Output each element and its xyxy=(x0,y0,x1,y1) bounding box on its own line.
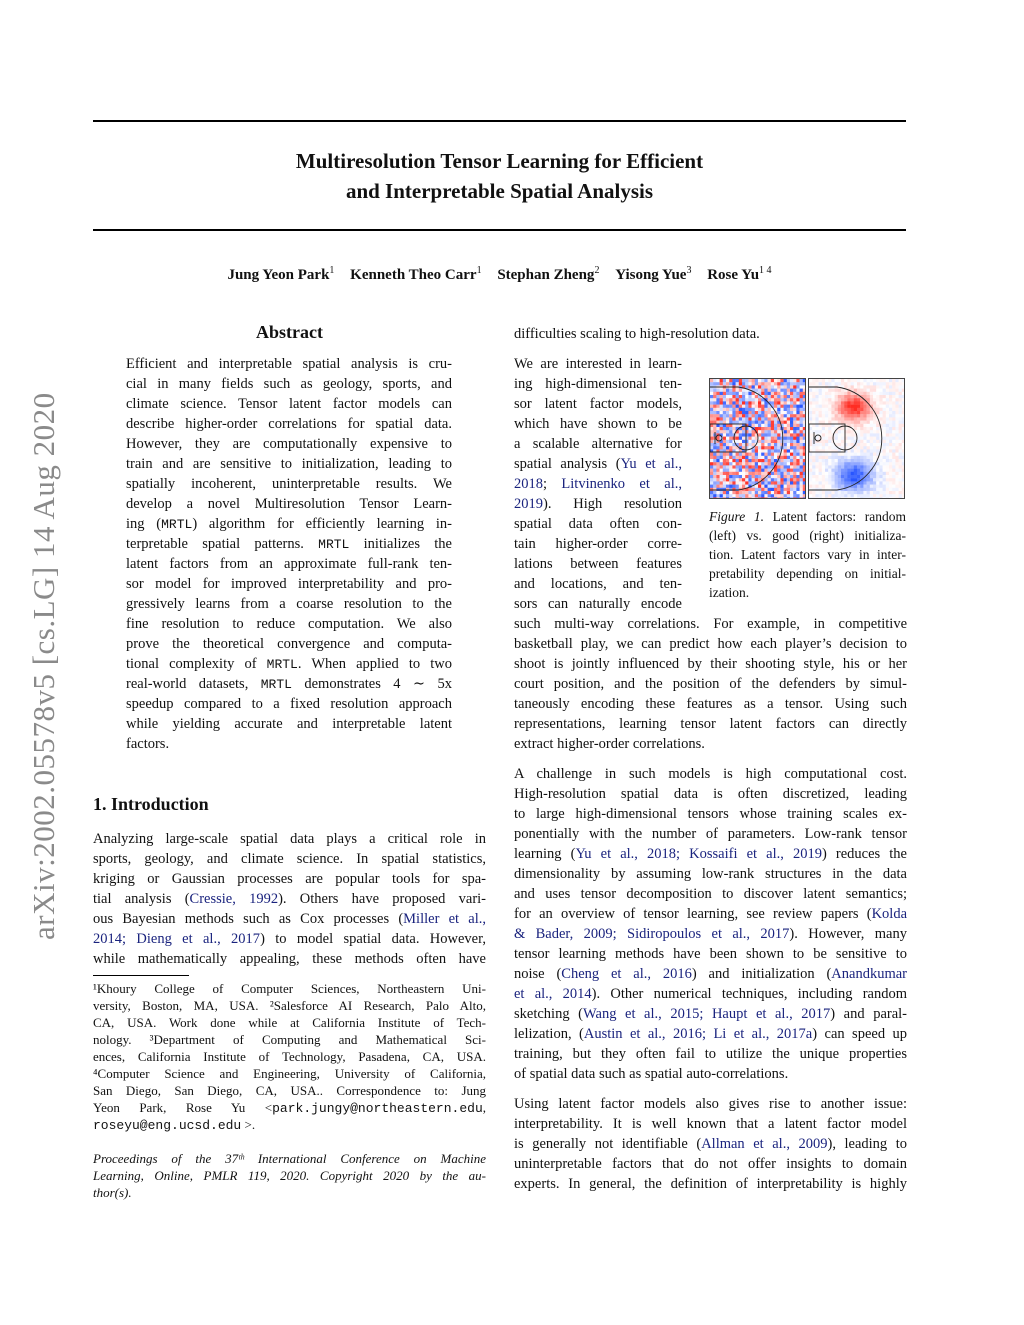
text-line: taneously encoding these features as a tensor. Using such xyxy=(514,696,907,712)
text-line: 2014; Dieng et al., 2017) to model spatial data. However, xyxy=(93,931,486,947)
figure-1-good-factors-image xyxy=(808,378,905,499)
text-line: sports, geology, and climate science. In spatial statistics, xyxy=(93,851,486,867)
footnote-rule xyxy=(93,975,189,976)
text-line: High-resolution spatial data is often discretized, leading xyxy=(514,786,907,802)
footnote-line: roseyu@eng.ucsd.edu >. xyxy=(93,1117,256,1133)
proceedings-note xyxy=(93,1150,486,1201)
text-line: interpretability. It is well known that a latent factor model xyxy=(514,1116,907,1132)
text-line: Analyzing large-scale spatial data plays a critical role in xyxy=(93,831,486,847)
text-line: noise (Cheng et al., 2016) and initialization (Anandkumar xyxy=(514,966,907,982)
caption-line: ization. xyxy=(709,585,750,600)
text-line: ing high-dimensional ten- xyxy=(514,376,682,392)
text-line: real-world datasets, MRTL demonstrates 4 ∼ 5x xyxy=(126,676,452,692)
text-line: sketching (Wang et al., 2015; Haupt et al., 2017) and paral- xyxy=(514,1006,907,1022)
text-line: tain higher-order corre- xyxy=(514,536,682,552)
citation-link[interactable]: Cressie, 1992 xyxy=(189,891,279,907)
text-line: learning (Yu et al., 2018; Kossaifi et al., 2019) reduces the xyxy=(514,846,907,862)
code-term: MRTL xyxy=(260,677,292,692)
random-heatmap-svg xyxy=(710,379,805,498)
citation-link[interactable]: Kolda xyxy=(871,906,907,922)
text-line: 2018; Litvinenko et al., xyxy=(514,476,682,492)
footnote-line: ⁴Computer Science and Engineering, University of California, xyxy=(93,1066,486,1081)
paper-title-line-1: Multiresolution Tensor Learning for Efficient xyxy=(295,149,704,173)
text-line: factors. xyxy=(126,736,170,752)
text-line: to large high-dimensional tensors whose training scales ex- xyxy=(514,806,907,822)
text-line: spatial analysis (Yu et al., xyxy=(514,456,682,472)
text-line: train and are sensitive to initialization, leading to xyxy=(126,456,452,472)
footnote-line: ¹Khoury College of Computer Sciences, Northeastern Uni- xyxy=(93,981,486,996)
citation-link[interactable]: Cheng et al., 2016 xyxy=(561,966,692,982)
caption-line: tion. Latent factors vary in inter- xyxy=(709,547,906,562)
text-line: tial analysis (Cressie, 1992). Others have proposed vari- xyxy=(93,891,486,907)
text-line: spatially incoherent, uninterpretable results. We xyxy=(126,476,452,492)
figure-1-caption xyxy=(709,507,906,602)
caption-line: Figure 1. Latent factors: random xyxy=(709,509,906,524)
author: Kenneth Theo Carr$^1$ xyxy=(350,265,482,283)
text-line: a scalable alternative for xyxy=(514,436,682,452)
text-line: speedup compared to a fixed resolution approach xyxy=(126,696,452,712)
text-line: and uses tensor decomposition to discover latent semantics; xyxy=(514,886,907,902)
author: Jung Yeon Park$^1$ xyxy=(227,265,335,283)
text-line: gressively learns from a coarse resolution to the xyxy=(126,596,452,612)
text-line: tensor learning methods have been shown to be sensitive to xyxy=(514,946,907,962)
citation-link[interactable]: Litvinenko et al., xyxy=(561,476,682,492)
text-line: dimensionality by assuming low-rank structures in the data xyxy=(514,866,907,882)
citation-link[interactable]: 2014; Dieng et al., 2017 xyxy=(93,931,261,947)
text-line: Efficient and interpretable spatial analysis is cru- xyxy=(126,356,452,372)
title-rule-top xyxy=(93,120,906,122)
text-line: basketball play, we can predict how each player’s decision to xyxy=(514,636,907,652)
citation-link[interactable]: 2019 xyxy=(514,496,543,512)
text-line: et al., 2014). Other numerical techniques, including random xyxy=(514,986,907,1002)
text-line: shoot is jointly influenced by their shooting style, his or her xyxy=(514,656,907,672)
author: Yisong Yue$^3$ xyxy=(615,265,692,283)
citation-link[interactable]: Miller et al., xyxy=(403,911,486,927)
text-line: prove the theoretical convergence and computa- xyxy=(126,636,452,652)
text-line: spatial data often con- xyxy=(514,516,682,532)
footnote-line: ences, California Institute of Technology, Pasadena, CA, USA. xyxy=(93,1049,486,1064)
text-line: We are interested in learn- xyxy=(514,356,682,372)
author: Rose $Yu^{1 4}$ xyxy=(707,265,772,283)
citation-link[interactable]: Wang et al., 2015; Haupt et al., 2017 xyxy=(582,1006,831,1022)
citation-link[interactable]: & Bader, 2009; Sidiropoulos et al., 2017 xyxy=(514,926,790,942)
text-line: latent factors from an approximate full-rank ten- xyxy=(126,556,452,572)
footnote-line: Yeon Park, Rose Yu <park.jungy@northeastern.edu, xyxy=(93,1100,486,1116)
text-line: is generally not identifiable (Allman et al., 2009), leading to xyxy=(514,1136,907,1152)
text-line: court position, and the position of the defenders by simul- xyxy=(514,676,907,692)
text-line: while yielding accurate and interpretable latent xyxy=(126,716,452,732)
paper-title-line-2: and Interpretable Spatial Analysis xyxy=(345,179,654,203)
text-line: such multi-way correlations. For example, in competitive xyxy=(514,616,907,632)
citation-link[interactable]: et al., 2014 xyxy=(514,986,592,1002)
citation-link[interactable]: Austin et al., 2016; Li et al., 2017a xyxy=(583,1026,813,1042)
text-line: fine resolution to reduce computation. We also xyxy=(126,616,452,632)
text-line: ponentially with the number of parameters. Low-rank tensor xyxy=(514,826,907,842)
caption-line: (left) vs. good (right) initializa- xyxy=(709,528,906,543)
text-line: for an overview of tensor learning, see review papers (Kolda xyxy=(514,906,907,922)
text-line: representations, learning tensor latent factors can directly xyxy=(514,716,907,732)
text-line: However, they are computationally expensive to xyxy=(126,436,452,452)
text-line: describe higher-order correlations for spatial data. xyxy=(126,416,452,432)
text-line: extract higher-order correlations. xyxy=(514,736,705,752)
footnote-line: versity, Boston, MA, USA. ²Salesforce AI Research, Palo Alto, xyxy=(93,998,486,1013)
text-line: uninterpretable factors that do not offer insights to domain xyxy=(514,1156,907,1172)
text-line: experts. In general, the definition of interpretability is highly xyxy=(514,1176,907,1192)
title-rule-bottom xyxy=(93,229,906,231)
text-line: ous Bayesian methods such as Cox processes (Miller et al., xyxy=(93,911,486,927)
text-line: while mathematically appealing, these methods often have xyxy=(93,951,486,967)
text-line: terpretable spatial patterns. MRTL initializes the xyxy=(126,536,452,552)
abstract-heading: Abstract xyxy=(256,322,323,342)
author: Stephan Zheng$^2$ xyxy=(497,265,600,283)
footnote-line: CA, USA. Work done while at California Institute of Tech- xyxy=(93,1015,486,1030)
code-term: park.jungy@northeastern.edu xyxy=(272,1101,483,1116)
text-line: tional complexity of MRTL. When applied to two xyxy=(126,656,452,672)
text-line: training, but they often fail to utilize the unique properties xyxy=(514,1046,907,1062)
citation-link[interactable]: Allman et al., 2009 xyxy=(701,1136,828,1152)
text-line: Using latent factor models also gives rise to another issue: xyxy=(514,1096,907,1112)
right-column-top-line: difficulties scaling to high-resolution data. xyxy=(514,326,760,342)
citation-link[interactable]: Yu et al., 2018; Kossaifi et al., 2019 xyxy=(575,846,822,862)
text-line: and locations, and ten- xyxy=(514,576,682,592)
citation-link[interactable]: Yu et al., xyxy=(620,456,682,472)
footnote-line: nology. ³Department of Computing and Mathematical Sci- xyxy=(93,1032,486,1047)
code-term: roseyu@eng.ucsd.edu xyxy=(93,1118,242,1133)
citation-link[interactable]: Anandkumar xyxy=(831,966,907,982)
text-line: kriging or Gaussian processes are popular tools for spa- xyxy=(93,871,486,887)
code-term: MRTL xyxy=(266,657,298,672)
text-line: 2019). High resolution xyxy=(514,496,682,512)
text-line: sors can naturally encode xyxy=(514,596,682,612)
text-line: develop a novel Multiresolution Tensor Learn- xyxy=(126,496,452,512)
footnote-line: San Diego, San Diego, CA, USA.. Correspondence to: Jung xyxy=(93,1083,486,1098)
code-term: MRTL xyxy=(161,517,193,532)
caption-line: pretability depending on initial- xyxy=(709,566,906,581)
text-line: sor model for improved interpretability and pro- xyxy=(126,576,452,592)
text-line: cial in many fields such as geology, sports, and xyxy=(126,376,452,392)
text-line: & Bader, 2009; Sidiropoulos et al., 2017). However, many xyxy=(514,926,907,942)
code-term: MRTL xyxy=(318,537,350,552)
footnote-line: Learning, Online, PMLR 119, 2020. Copyright 2020 by the au- xyxy=(93,1168,486,1183)
text-line: ing (MRTL) algorithm for efficiently learning in- xyxy=(126,516,452,532)
footnote-line: thor(s). xyxy=(93,1185,132,1200)
footnote-line: Proceedings of the 37ᵗʰ International Conference on Machine xyxy=(93,1151,486,1166)
text-line: which have shown to be xyxy=(514,416,682,432)
arxiv-identifier: arXiv:2002.05578v5 [cs.LG] 14 Aug 2020 xyxy=(26,392,61,940)
affiliations-footnote xyxy=(93,980,486,1133)
author-list xyxy=(93,265,906,284)
text-line: lelization, (Austin et al., 2016; Li et al., 2017a) can speed up xyxy=(514,1026,907,1042)
citation-link[interactable]: 2018 xyxy=(514,476,543,492)
figure-label: Figure 1. xyxy=(709,509,764,524)
good-heatmap-svg xyxy=(809,379,904,498)
introduction-heading: 1. Introduction xyxy=(93,794,209,814)
text-line: of spatial data such as spatial auto-correlations. xyxy=(514,1066,789,1082)
text-line: A challenge in such models is high computational cost. xyxy=(514,766,907,782)
text-line: sor latent factor models, xyxy=(514,396,682,412)
figure-1-random-factors-image xyxy=(709,378,806,499)
text-line: climate science. Tensor latent factor models can xyxy=(126,396,452,412)
text-line: lations between features xyxy=(514,556,682,572)
